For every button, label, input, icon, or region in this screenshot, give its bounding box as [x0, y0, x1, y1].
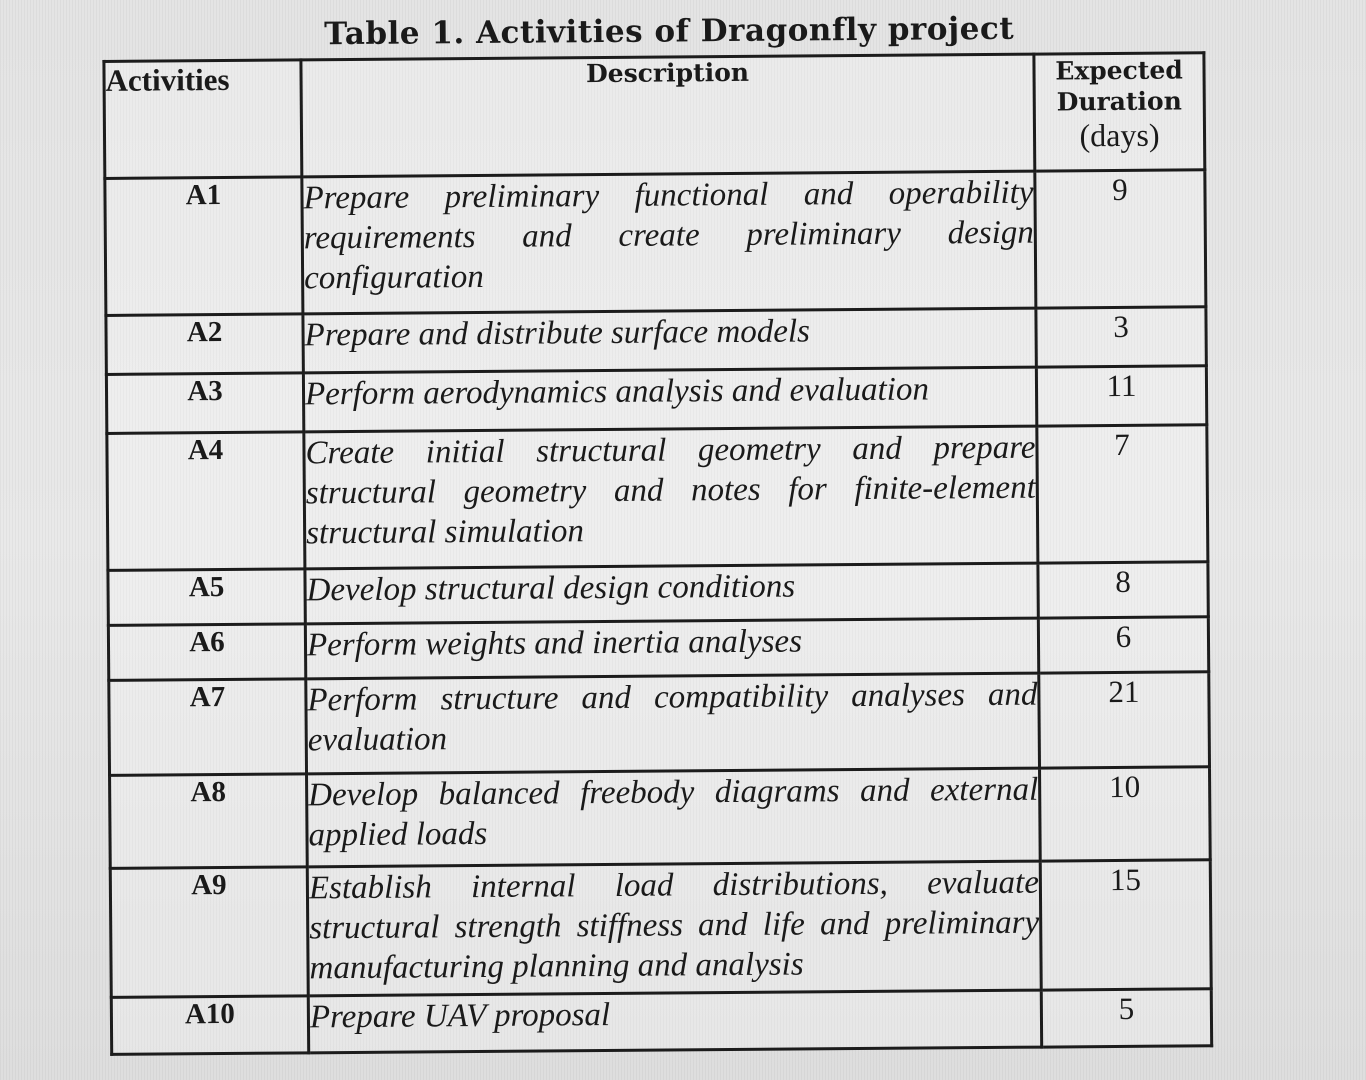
- activity-description: Prepare preliminary functional and operability requirements and create preliminary design configuration: [302, 171, 1036, 314]
- table-row: [111, 989, 1211, 1055]
- activity-duration: 21: [1039, 672, 1210, 768]
- table-row: [108, 617, 1208, 681]
- activity-description: Perform aerodynamics analysis and evaluation: [303, 367, 1036, 432]
- activity-id: A5: [108, 569, 305, 626]
- activity-id: A9: [110, 867, 308, 998]
- activity-id: A1: [105, 177, 303, 316]
- activities-table: [102, 51, 1213, 1056]
- activity-duration: 6: [1038, 617, 1208, 673]
- activity-duration: 5: [1041, 989, 1211, 1047]
- activity-id: A6: [108, 624, 305, 681]
- table-row: [110, 767, 1211, 869]
- activity-id: A8: [110, 774, 308, 869]
- activity-description: Perform structure and compatibility analyses and evaluation: [306, 673, 1040, 774]
- header-duration-line1: Expected: [1055, 55, 1183, 86]
- activity-description: Develop structural design conditions: [305, 563, 1038, 624]
- table-header-row: [104, 53, 1205, 179]
- table-row: [109, 672, 1210, 776]
- activity-duration: 7: [1037, 425, 1208, 563]
- activity-duration: 10: [1039, 767, 1210, 861]
- table-row: [107, 425, 1208, 571]
- activity-description: Perform weights and inertia analyses: [305, 618, 1038, 679]
- activity-duration: 8: [1038, 562, 1208, 618]
- table-row: [110, 860, 1211, 998]
- activity-description: Create initial structural geometry and prepare structural geometry and notes for finite-element structural simulation: [304, 426, 1038, 569]
- header-description: Description: [301, 54, 1035, 177]
- activity-id: A4: [107, 432, 305, 571]
- table-row: [108, 562, 1208, 626]
- activity-duration: 9: [1035, 170, 1206, 308]
- header-duration-line2: Duration: [1056, 86, 1182, 117]
- activity-duration: 11: [1036, 366, 1206, 426]
- table-row: [105, 170, 1206, 316]
- header-activities: Activities: [104, 60, 302, 179]
- activity-id: A7: [109, 679, 307, 776]
- activity-duration: 15: [1040, 860, 1211, 990]
- table-title: Table 1. Activities of Dragonfly project: [324, 10, 1015, 53]
- activity-description: Develop balanced freebody diagrams and external applied loads: [307, 768, 1041, 867]
- activity-description: Prepare and distribute surface models: [303, 308, 1036, 373]
- table-row: [106, 366, 1206, 434]
- activity-description: Establish internal load distributions, evaluate structural strength stiffness and life and preliminary manufacturing planning and analysis: [307, 861, 1041, 996]
- header-duration-unit: (days): [1079, 116, 1160, 153]
- activity-id: A2: [106, 314, 303, 375]
- activity-id: A3: [106, 373, 303, 434]
- activity-description: Prepare UAV proposal: [308, 990, 1041, 1053]
- document-page: [96, 0, 1224, 1063]
- header-expected-duration: [1034, 53, 1205, 171]
- activity-id: A10: [111, 996, 308, 1055]
- table-row: [106, 307, 1206, 375]
- activity-duration: 3: [1036, 307, 1206, 367]
